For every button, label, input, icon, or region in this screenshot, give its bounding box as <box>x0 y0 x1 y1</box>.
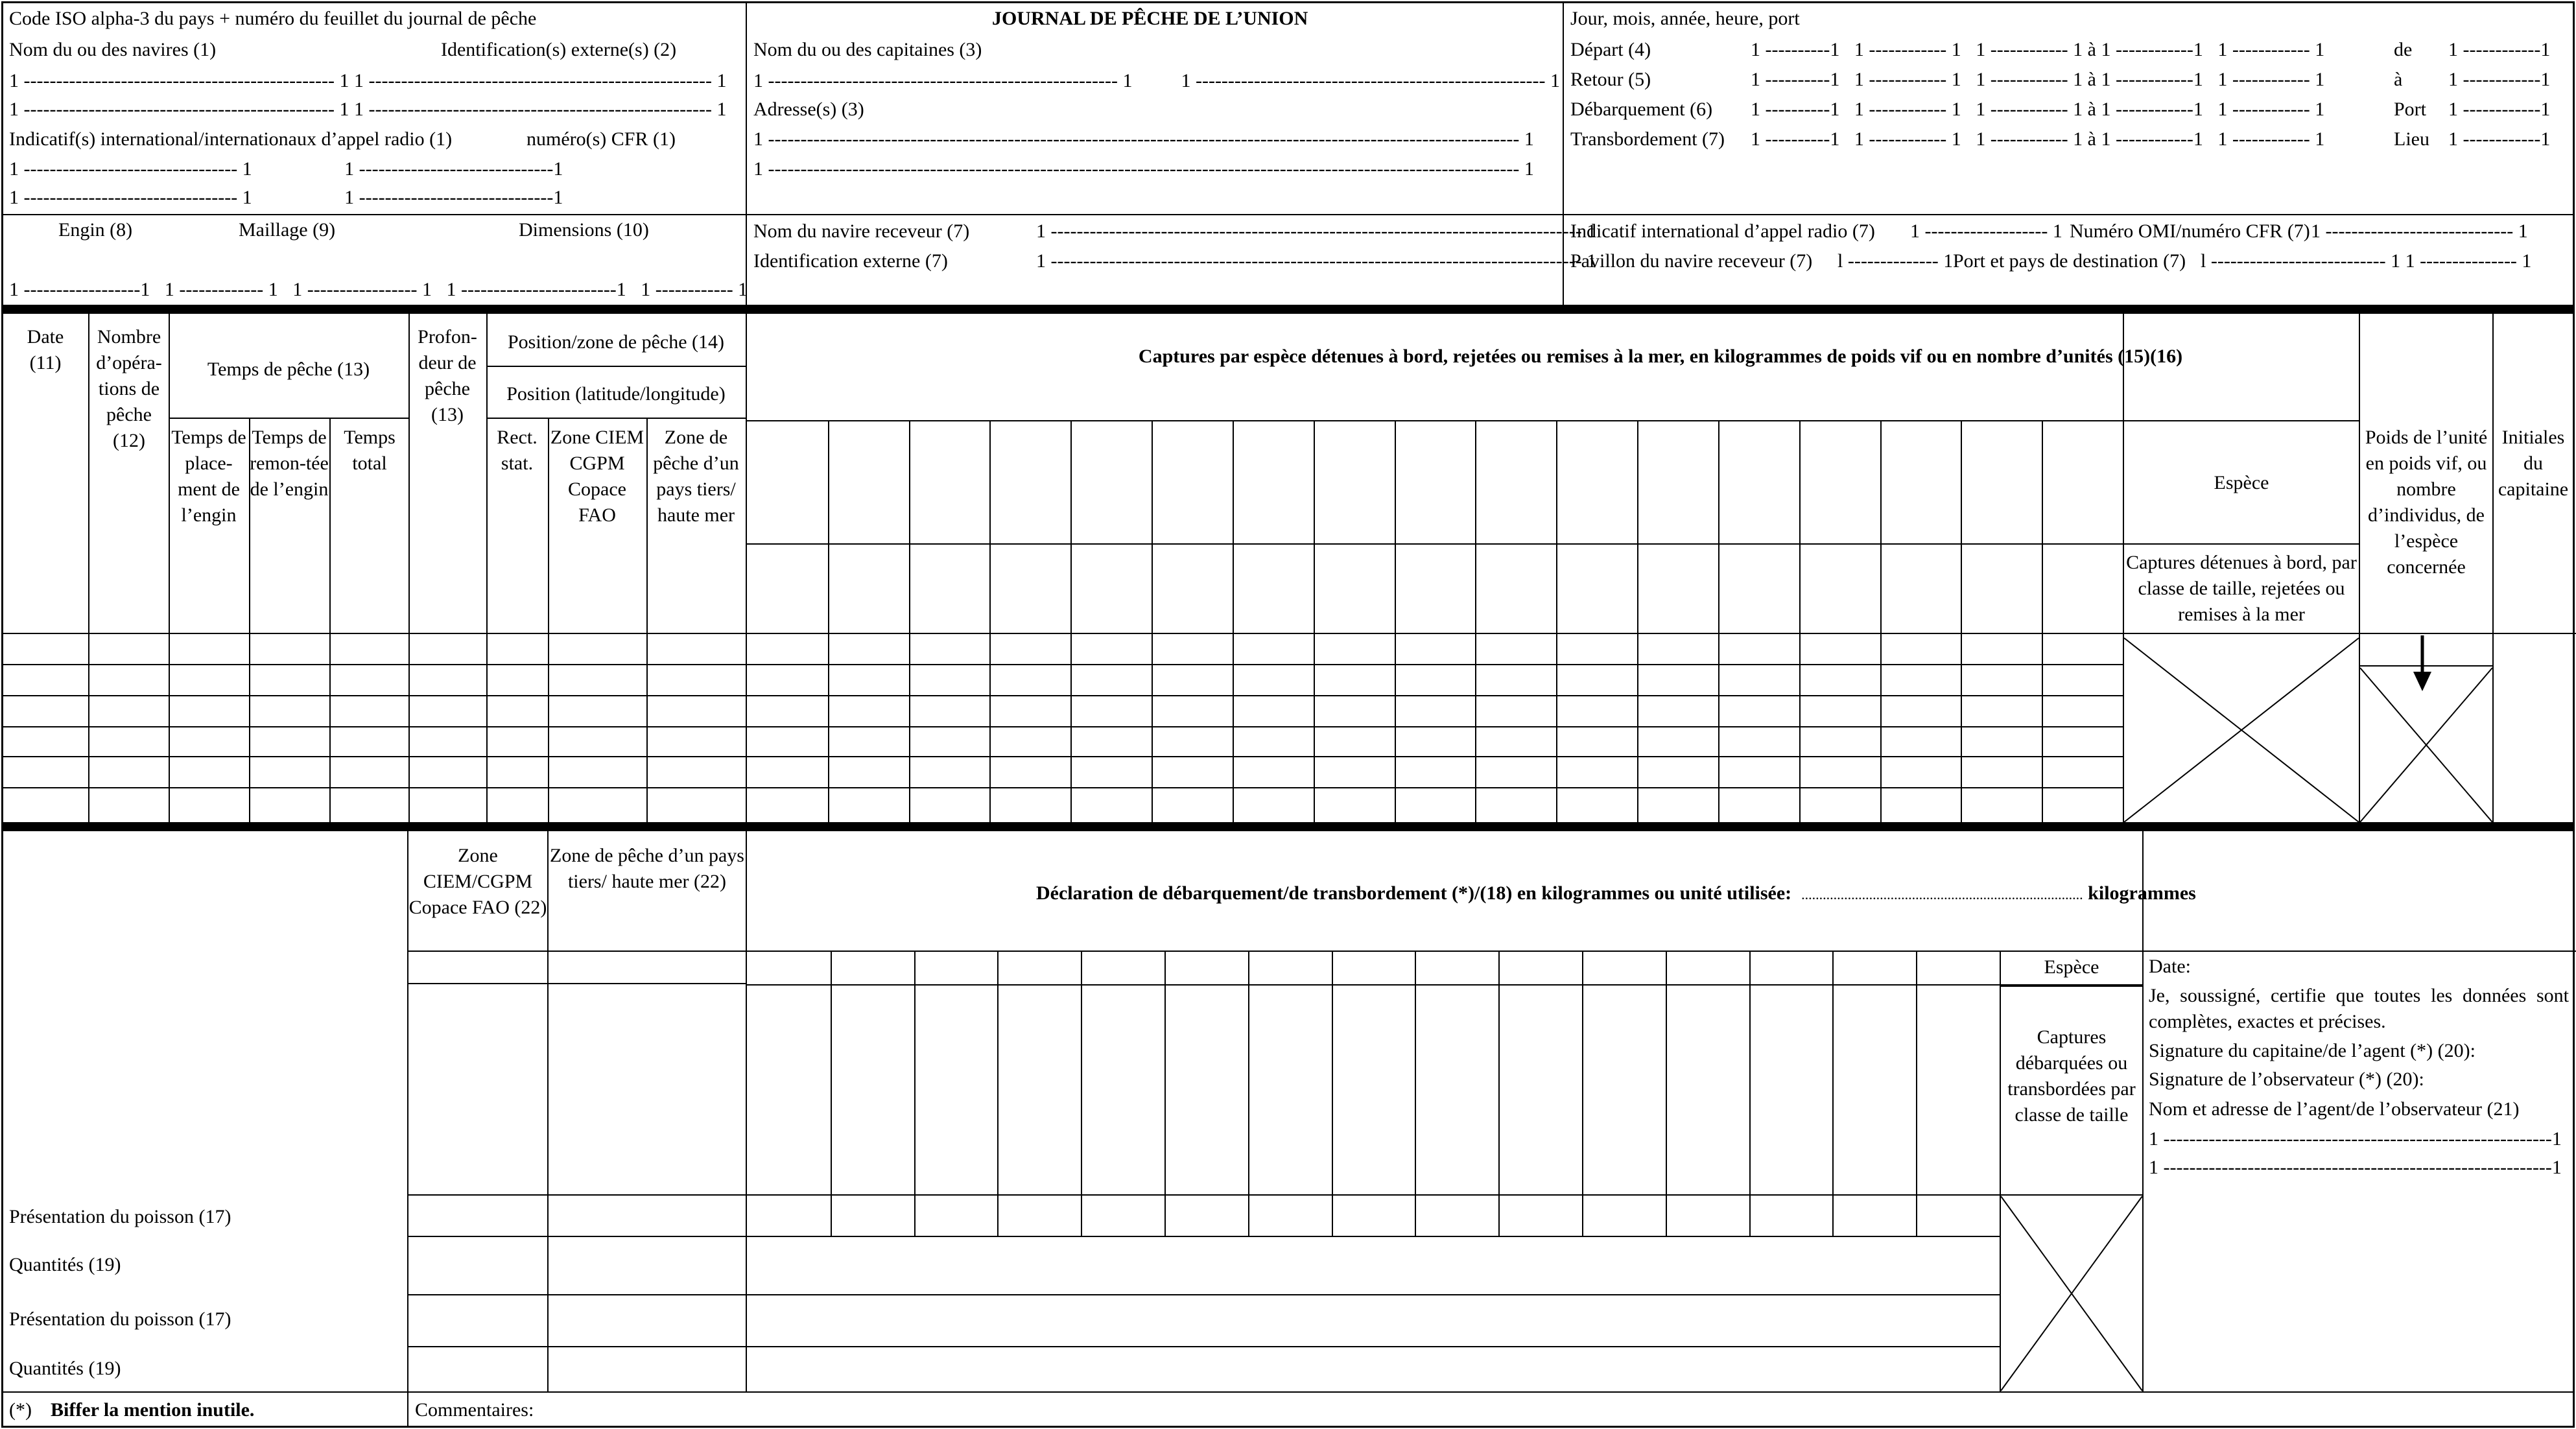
address-line: 1 -------------------------------------------------------------------------------------------------------------------- 1 <box>753 128 1534 150</box>
observer-signature-label: Signature de l’observateur (*) (20): <box>2149 1069 2424 1090</box>
catch-species-header: Espèce <box>2214 472 2269 493</box>
date-port-label: Jour, mois, année, heure, port <box>1570 8 1800 29</box>
unit-weight-header: Poids de l’unité en poids vif, ou nombre d’individus, de l’espèce concernée <box>2365 427 2488 578</box>
comments-label: Commentaires: <box>415 1399 534 1421</box>
landing-zone-header: Zone CIEM/CGPM Copace FAO (22) <box>408 845 547 918</box>
master-signature-label: Signature du capitaine/de l’agent (*) (20): <box>2149 1040 2476 1061</box>
quantities-label: Quantités (19) <box>9 1358 121 1379</box>
radio-call-sign-label: Indicatif(s) international/internationaux d’appel radio (1) <box>9 128 453 150</box>
footer-divider <box>407 1391 408 1428</box>
strike-note: Biffer la mention inutile. <box>51 1399 255 1421</box>
event-line: 1 ----------1 1 ------------ 1 1 ------------ 1 à 1 ------------1 1 ------------ 1 <box>1751 99 2325 120</box>
gear-line: 1 ------------------1 1 ------------- 1 1 ----------------- 1 1 ------------------------1 1 ------------ 1 <box>9 279 748 300</box>
event-label: Débarquement (6) <box>1570 99 1713 120</box>
vessel-name-line: 1 ------------------------------------------------ 1 1 ----------------------------------------------------- 1 <box>9 70 727 91</box>
event-place-line: 1 ------------1 <box>2448 128 2551 150</box>
event-label: Départ (4) <box>1570 39 1651 60</box>
zone-third-header: Zone de pêche d’un pays tiers/ haute mer <box>653 427 739 526</box>
ops-header: Nombre d’opéra-tions de pêche (12) <box>96 326 162 451</box>
footer-line <box>1 1391 2575 1393</box>
event-place-label: à <box>2394 69 2403 90</box>
cfr-number-label: numéro(s) CFR (1) <box>526 128 676 150</box>
landing-species-header: Espèce <box>2044 956 2099 978</box>
event-line: 1 ----------1 1 ------------ 1 1 ------------ 1 à 1 ------------1 1 ------------ 1 <box>1751 69 2325 90</box>
fishing-time-header: Temps de pêche (13) <box>207 359 370 380</box>
receiver-name-label: Nom du navire receveur (7) <box>753 220 970 242</box>
asterisk-mark: (*) <box>9 1399 32 1421</box>
mesh-label: Maillage (9) <box>239 219 336 241</box>
flag-line: l -------------- 1 <box>1837 250 1954 272</box>
event-place-line: 1 ------------1 <box>2448 69 2551 90</box>
total-time-header: Temps total <box>344 427 396 474</box>
external-id-label: Identification(s) externe(s) (2) <box>441 39 677 60</box>
presentation-label: Présentation du poisson (17) <box>9 1308 231 1330</box>
catch-size-class-header: Captures détenues à bord, par classe de taille, rejetées ou remises à la mer <box>2126 552 2357 625</box>
zone-ciem-header: Zone CIEM CGPM Copace FAO <box>550 427 644 526</box>
event-label: Transbordement (7) <box>1570 128 1725 150</box>
journal-title: JOURNAL DE PÊCHE DE L’UNION <box>992 8 1308 29</box>
radio-line: 1 --------------------------------- 1 1 ------------------------------1 <box>9 187 563 208</box>
agent-address-line: 1 ------------------------------------------------------------1 <box>2149 1157 2562 1178</box>
declaration-title: Déclaration de débarquement/de transbordement (*)/(18) en kilogrammes ou unité utilisée: ............................................................................... kilogrammes <box>1036 882 2196 904</box>
receiver-external-label: Identification externe (7) <box>753 250 948 272</box>
port-dest-line: l --------------------------- 1 1 --------------- 1 <box>2201 250 2532 272</box>
vessel-name-line: 1 ------------------------------------------------ 1 1 ----------------------------------------------------- 1 <box>9 99 727 120</box>
rect-stat-header: Rect. stat. <box>497 427 538 474</box>
event-place-label: Lieu <box>2394 128 2429 150</box>
iso-code-label: Code ISO alpha-3 du pays + numéro du feuillet du journal de pêche <box>9 8 537 29</box>
gear-label: Engin (8) <box>58 219 133 241</box>
imo-line: 1 ----------------------------- 1 <box>2311 220 2528 242</box>
port-dest-label: Port et pays de destination (7) <box>1953 250 2186 272</box>
event-line: 1 ----------1 1 ------------ 1 1 ------------ 1 à 1 ------------1 1 ------------ 1 <box>1751 39 2325 60</box>
position-latlon-header: Position (latitude/longitude) <box>506 383 726 405</box>
agent-address-line: 1 ------------------------------------------------------------1 <box>2149 1128 2562 1150</box>
presentation-label: Présentation du poisson (17) <box>9 1206 231 1227</box>
master-line: 1 ------------------------------------------------------ 1 1 ------------------------------------------------------ 1 <box>753 70 1560 91</box>
initials-header: Initiales du capitaine <box>2498 427 2569 500</box>
landing-zone-third-header: Zone de pêche d’un pays tiers/ haute mer (22) <box>550 845 744 892</box>
event-label: Retour (5) <box>1570 69 1651 90</box>
date-header: Date (11) <box>27 326 64 373</box>
receiver-radio-line: 1 ------------------- 1 <box>1910 220 2062 242</box>
address-line: 1 -------------------------------------------------------------------------------------------------------------------- 1 <box>753 158 1534 180</box>
event-place-label: Port <box>2394 99 2427 120</box>
position-zone-header: Position/zone de pêche (14) <box>507 331 725 353</box>
receiver-name-line: 1 ---------------------------------------------------------------------------------- 1 <box>1036 220 1597 242</box>
receiver-radio-label: Indicatif international d’appel radio (7) <box>1570 220 1875 242</box>
receiver-external-line: 1 ---------------------------------------------------------------------------------- 1 <box>1036 250 1597 272</box>
catches-title: Captures par espèce détenues à bord, rejetées ou remises à la mer, en kilogrammes de poids vif ou en nombre d’unités (15)(16) <box>1138 346 2183 367</box>
landing-size-class-header: Captures débarquées ou transbordées par classe de taille <box>2007 1026 2136 1126</box>
event-place-label: de <box>2394 39 2413 60</box>
flag-label: Pavillon du navire receveur (7) <box>1570 250 1813 272</box>
masters-label: Nom du ou des capitaines (3) <box>753 39 982 60</box>
hauling-time-header: Temps de remon-tée de l’engin <box>250 427 329 500</box>
imo-label: Numéro OMI/numéro CFR (7) <box>2070 220 2310 242</box>
depth-header: Profon-deur de pêche (13) <box>418 326 477 425</box>
address-label: Adresse(s) (3) <box>753 99 864 120</box>
vessel-names-label: Nom du ou des navires (1) <box>9 39 217 60</box>
setting-time-header: Temps de place-ment de l’engin <box>171 427 246 526</box>
certification-text: Je, soussigné, certifie que toutes les données sont complètes, exactes et précises. <box>2149 985 2569 1032</box>
landing-date-label: Date: <box>2149 956 2191 977</box>
radio-line: 1 --------------------------------- 1 1 ------------------------------1 <box>9 158 563 180</box>
event-place-line: 1 ------------1 <box>2448 99 2551 120</box>
event-line: 1 ----------1 1 ------------ 1 1 ------------ 1 à 1 ------------1 1 ------------ 1 <box>1751 128 2325 150</box>
quantities-label: Quantités (19) <box>9 1254 121 1275</box>
dimensions-label: Dimensions (10) <box>519 219 649 241</box>
agent-address-label: Nom et adresse de l’agent/de l’observateur (21) <box>2149 1098 2520 1120</box>
event-place-line: 1 ------------1 <box>2448 39 2551 60</box>
